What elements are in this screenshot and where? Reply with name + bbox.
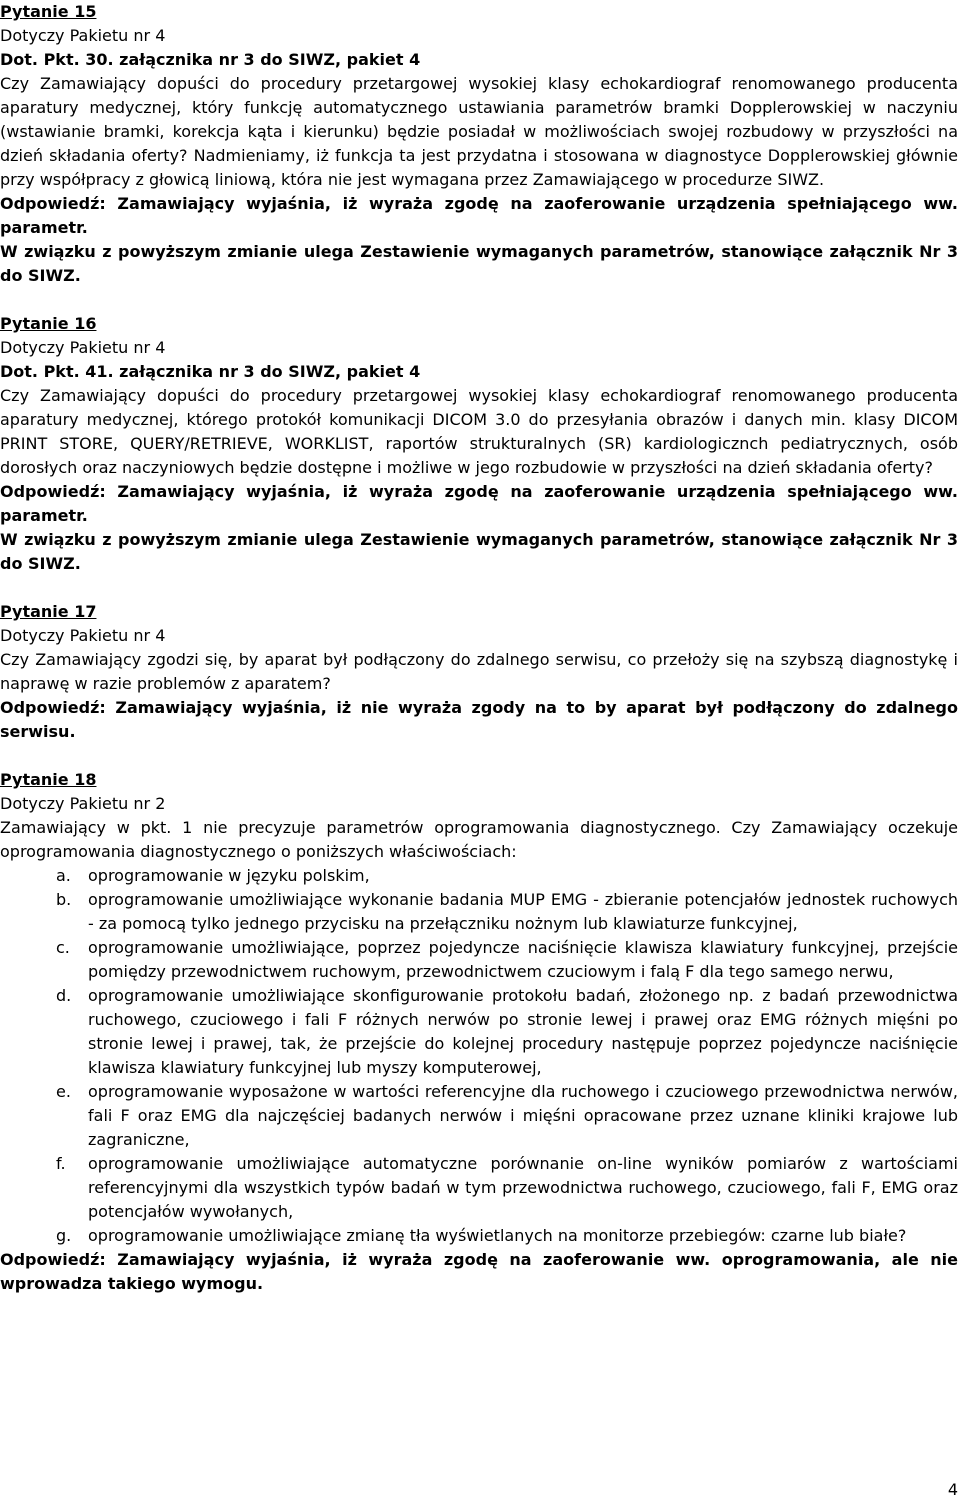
list-item-text: oprogramowanie umożliwiające zmianę tła wyświetlanych na monitorze przebiegów: czarne lub białe? bbox=[88, 1226, 907, 1245]
list-item-text: oprogramowanie wyposażone w wartości referencyjne dla ruchowego i czuciowego przewodnictwa nerwów, fali F oraz EMG dla najczęściej badanych nerwów i mięśni opracowane przez uznane kliniki krajowe lub zagraniczne, bbox=[88, 1082, 958, 1149]
point-reference-attachment: załącznika nr 3 do SIWZ, pakiet 4 bbox=[113, 50, 421, 69]
list-item-letter: d. bbox=[56, 986, 72, 1005]
list-item-letter: g. bbox=[56, 1226, 72, 1245]
list-item-letter: c. bbox=[56, 938, 70, 957]
list-item bbox=[0, 888, 958, 936]
question-text: Zamawiający w pkt. 1 nie precyzuje parametrów oprogramowania diagnostycznego. Czy Zamawiający oczekuje oprogramowania diagnostycznego o poniższych właściwościach: bbox=[0, 818, 958, 861]
answer-text: Odpowiedź: Zamawiający wyjaśnia, iż wyraża zgodę na zaoferowanie ww. oprogramowania, ale nie wprowadza takiego wymogu. bbox=[0, 1250, 958, 1293]
point-reference bbox=[0, 360, 958, 384]
question-text: Czy Zamawiający dopuści do procedury przetargowej wysokiej klasy echokardiograf renomowanego producenta aparatury medycznej, który funkcję automatycznego ustawiania parametrów bramki Dopplerowskiej w naczyniu (wstawianie bramki, korekcja kąta i kierunku) będzie posiadał w możliwościach swojej rozbudowy w przyszłości na dzień składania oferty? Nadmieniamy, iż funkcja ta jest przydatna i stosowana w diagnostyce Dopplerowskiej głównie przy współpracy z głowicą liniową, która nie jest wymagana przez Zamawiającego w procedurze SIWZ. bbox=[0, 74, 958, 189]
list-item-letter: f. bbox=[56, 1154, 66, 1173]
point-reference-number: Dot. Pkt. 41. bbox=[0, 362, 114, 381]
page-number: 4 bbox=[947, 1480, 958, 1499]
list-item-text: oprogramowanie umożliwiające automatyczne porównanie on-line wyników pomiarów z wartościami referencyjnymi dla wszystkich typów badań w tym przewodnictwa ruchowego, czuciowego, fali F, EMG oraz potencjałów wywołanych, bbox=[88, 1154, 958, 1221]
question-18 bbox=[0, 768, 958, 1296]
list-item-letter: e. bbox=[56, 1082, 71, 1101]
point-reference bbox=[0, 48, 958, 72]
answer-text: Odpowiedź: Zamawiający wyjaśnia, iż wyraża zgodę na zaoferowanie urządzenia spełniającego ww. parametr. bbox=[0, 482, 958, 525]
list-item-letter: b. bbox=[56, 890, 72, 909]
requirements-list bbox=[0, 864, 958, 1248]
list-item-text: oprogramowanie umożliwiające wykonanie badania MUP EMG - zbieranie potencjałów jednostek ruchowych - za pomocą tylko jednego przycisku na przełączniku nożnym lub klawiaturze funkcyjnej, bbox=[88, 890, 958, 933]
question-heading: Pytanie 18 bbox=[0, 770, 97, 789]
question-heading: Pytanie 16 bbox=[0, 314, 97, 333]
package-reference: Dotyczy Pakietu nr 2 bbox=[0, 794, 166, 813]
list-item bbox=[0, 864, 958, 888]
list-item bbox=[0, 1080, 958, 1152]
list-item-text: oprogramowanie umożliwiające, poprzez pojedyncze naciśnięcie klawisza klawiatury funkcyjnej, przejście pomiędzy przewodnictwem ruchowym, przewodnictwem czuciowym i falą F dla tego samego nerwu, bbox=[88, 938, 958, 981]
question-15 bbox=[0, 0, 958, 288]
point-reference-attachment: załącznika nr 3 do SIWZ, pakiet 4 bbox=[113, 362, 421, 381]
change-note: W związku z powyższym zmianie ulega Zestawienie wymaganych parametrów, stanowiące załącznik Nr 3 do SIWZ. bbox=[0, 242, 958, 285]
list-item-text: oprogramowanie umożliwiające skonfigurowanie protokołu badań, złożonego np. z badań przewodnictwa ruchowego, czuciowego i fali F różnych nerwów po stronie lewej i prawej oraz EMG różnych mięśni po stronie lewej i prawej, tak, że przejście do kolejnej procedury następuje poprzez pojedyncze naciśnięcie klawisza klawiatury funkcyjnej lub myszy komputerowej, bbox=[88, 986, 958, 1077]
question-text: Czy Zamawiający zgodzi się, by aparat był podłączony do zdalnego serwisu, co przełoży się na szybszą diagnostykę i naprawę w razie problemów z aparatem? bbox=[0, 650, 958, 693]
list-item-letter: a. bbox=[56, 866, 71, 885]
package-reference: Dotyczy Pakietu nr 4 bbox=[0, 26, 166, 45]
point-reference-number: Dot. Pkt. 30. bbox=[0, 50, 114, 69]
answer-text: Odpowiedź: Zamawiający wyjaśnia, iż nie wyraża zgody na to by aparat był podłączony do zdalnego serwisu. bbox=[0, 698, 958, 741]
question-text: Czy Zamawiający dopuści do procedury przetargowej wysokiej klasy echokardiograf renomowanego producenta aparatury medycznej, którego protokół komunikacji DICOM 3.0 do przesyłania obrazów i danych min. klasy DICOM PRINT STORE, QUERY/RETRIEVE, WORKLIST, raportów strukturalnych (SR) kardiologicznch pediatrycznych, osób dorosłych oraz naczyniowych będzie dostępne i możliwe w jego rozbudowie w przyszłości na dzień składania oferty? bbox=[0, 386, 958, 477]
package-reference: Dotyczy Pakietu nr 4 bbox=[0, 338, 166, 357]
answer-text: Odpowiedź: Zamawiający wyjaśnia, iż wyraża zgodę na zaoferowanie urządzenia spełniającego ww. parametr. bbox=[0, 194, 958, 237]
list-item bbox=[0, 1224, 958, 1248]
question-heading: Pytanie 15 bbox=[0, 2, 97, 21]
list-item bbox=[0, 984, 958, 1080]
list-item-text: oprogramowanie w języku polskim, bbox=[88, 866, 370, 885]
list-item bbox=[0, 936, 958, 984]
question-17 bbox=[0, 600, 958, 744]
list-item bbox=[0, 1152, 958, 1224]
change-note: W związku z powyższym zmianie ulega Zestawienie wymaganych parametrów, stanowiące załącznik Nr 3 do SIWZ. bbox=[0, 530, 958, 573]
question-heading: Pytanie 17 bbox=[0, 602, 97, 621]
package-reference: Dotyczy Pakietu nr 4 bbox=[0, 626, 166, 645]
question-16 bbox=[0, 312, 958, 576]
